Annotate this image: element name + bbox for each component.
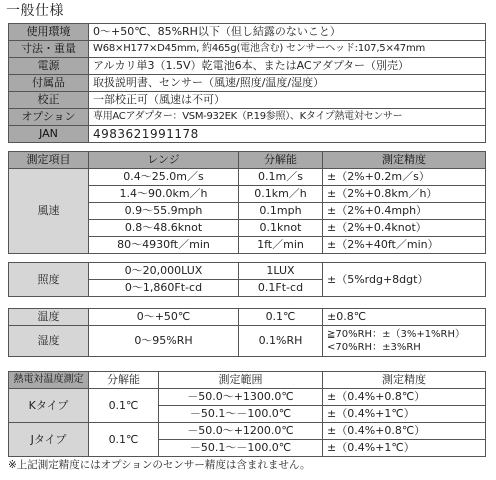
resolution-cell: 0.1℃ <box>239 309 323 326</box>
table-row <box>9 309 486 326</box>
item-label: 温度 <box>9 309 89 326</box>
table-row <box>9 58 486 75</box>
table-header-row <box>9 372 486 389</box>
row-value: 4983621991178 <box>89 126 486 143</box>
row-label: 付属品 <box>9 75 89 92</box>
wind-speed-table <box>8 151 486 254</box>
table-row <box>9 126 486 143</box>
col-header: 測定精度 <box>323 372 486 389</box>
row-label: 電源 <box>9 58 89 75</box>
table-row <box>9 263 486 280</box>
resolution-cell: 0.1Ft-cd <box>239 280 323 297</box>
col-header: 熱電対温度測定 <box>9 372 89 389</box>
range-cell: 0.9～55.9mph <box>89 203 239 220</box>
table-row <box>9 169 486 186</box>
accuracy-cell: ±（5%rdg+8dgt） <box>323 263 486 297</box>
row-value: 一部校正可（風速は不可） <box>89 92 486 109</box>
illuminance-table <box>8 262 486 297</box>
accuracy-cell: ±（2%+0.4knot） <box>323 220 486 237</box>
col-header: 測定範囲 <box>159 372 323 389</box>
accuracy-cell: ±（0.4%+1℃） <box>323 406 486 423</box>
range-cell: －50.1～－100.0℃ <box>159 440 323 457</box>
range-cell: 0～20,000LUX <box>89 263 239 280</box>
range-cell: 0～95%RH <box>89 326 239 357</box>
row-value: アルカリ単3（1.5V）乾電池6本、またはACアダプター（別売） <box>89 58 486 75</box>
item-label: Jタイプ <box>9 423 89 457</box>
table-row <box>9 92 486 109</box>
accuracy-cell: ±（0.4%+0.8℃） <box>323 423 486 440</box>
resolution-cell: 0.1knot <box>239 220 323 237</box>
accuracy-cell: ±（2%+40ft／min） <box>323 237 486 254</box>
resolution-cell: 0.1%RH <box>239 326 323 357</box>
table-row <box>9 109 486 126</box>
table-row <box>9 24 486 41</box>
table-row <box>9 423 486 440</box>
accuracy-cell <box>323 326 486 357</box>
table-row <box>9 389 486 406</box>
table-row <box>9 75 486 92</box>
resolution-cell: 0.1m／s <box>239 169 323 186</box>
table-row <box>9 326 486 357</box>
row-label: オプション <box>9 109 89 126</box>
resolution-cell: 0.1mph <box>239 203 323 220</box>
page-title: 一般仕様 <box>6 3 64 19</box>
thermocouple-table <box>8 371 486 457</box>
row-value: 0～+50℃、85%RH以下（但し結露のないこと） <box>89 24 486 41</box>
range-cell: 80～4930ft／min <box>89 237 239 254</box>
table-header-row <box>9 152 486 169</box>
row-label: 校正 <box>9 92 89 109</box>
range-cell: －50.0～+1300.0℃ <box>159 389 323 406</box>
row-value: 取扱説明書、センサー（風速/照度/温度/湿度） <box>89 75 486 92</box>
accuracy-cell: ±0.8℃ <box>323 309 486 326</box>
row-label: 寸法・重量 <box>9 41 89 58</box>
resolution-cell: 0.1℃ <box>89 389 159 423</box>
footnote: ※上記測定精度にはオプションのセンサー精度は含まれません。 <box>8 459 311 471</box>
range-cell: －50.0～+1200.0℃ <box>159 423 323 440</box>
accuracy-cell: ±（2%+0.4mph） <box>323 203 486 220</box>
row-value: 専用ACアダプター：VSM-932EK（P.19参照）、Kタイプ熱電対センサー <box>89 109 486 126</box>
range-cell: 0～1,860Ft-cd <box>89 280 239 297</box>
item-label: 照度 <box>9 263 89 297</box>
accuracy-cell: ±（2%+0.8km／h） <box>323 186 486 203</box>
accuracy-line: <70%RH：±3%RH <box>327 342 421 353</box>
range-cell: 0～+50℃ <box>89 309 239 326</box>
col-header: 測定精度 <box>323 152 486 169</box>
general-spec-table <box>8 23 486 143</box>
range-cell: 0.4～25.0m／s <box>89 169 239 186</box>
accuracy-cell: ±（0.4%+1℃） <box>323 440 486 457</box>
col-header: 分解能 <box>89 372 159 389</box>
resolution-cell: 0.1℃ <box>89 423 159 457</box>
resolution-cell: 0.1km／h <box>239 186 323 203</box>
item-label: 湿度 <box>9 326 89 357</box>
accuracy-cell: ±（2%+0.2m／s） <box>323 169 486 186</box>
row-label: 使用環境 <box>9 24 89 41</box>
col-header: 測定項目 <box>9 152 89 169</box>
resolution-cell: 1ft／min <box>239 237 323 254</box>
table-row <box>9 41 486 58</box>
range-cell: －50.1～－100.0℃ <box>159 406 323 423</box>
row-value: W68×H177×D45mm, 約465g(電池含む) センサーヘッド:107,5×47mm <box>89 41 486 58</box>
range-cell: 0.8～48.6knot <box>89 220 239 237</box>
temp-humidity-table <box>8 308 486 357</box>
accuracy-line: ≧70%RH：±（3%+1%RH） <box>327 329 466 340</box>
item-label: 風速 <box>9 169 89 254</box>
col-header: 分解能 <box>239 152 323 169</box>
accuracy-cell: ±（0.4%+0.8℃） <box>323 389 486 406</box>
item-label: Kタイプ <box>9 389 89 423</box>
col-header: レンジ <box>89 152 239 169</box>
range-cell: 1.4～90.0km／h <box>89 186 239 203</box>
row-label: JAN <box>9 126 89 143</box>
resolution-cell: 1LUX <box>239 263 323 280</box>
